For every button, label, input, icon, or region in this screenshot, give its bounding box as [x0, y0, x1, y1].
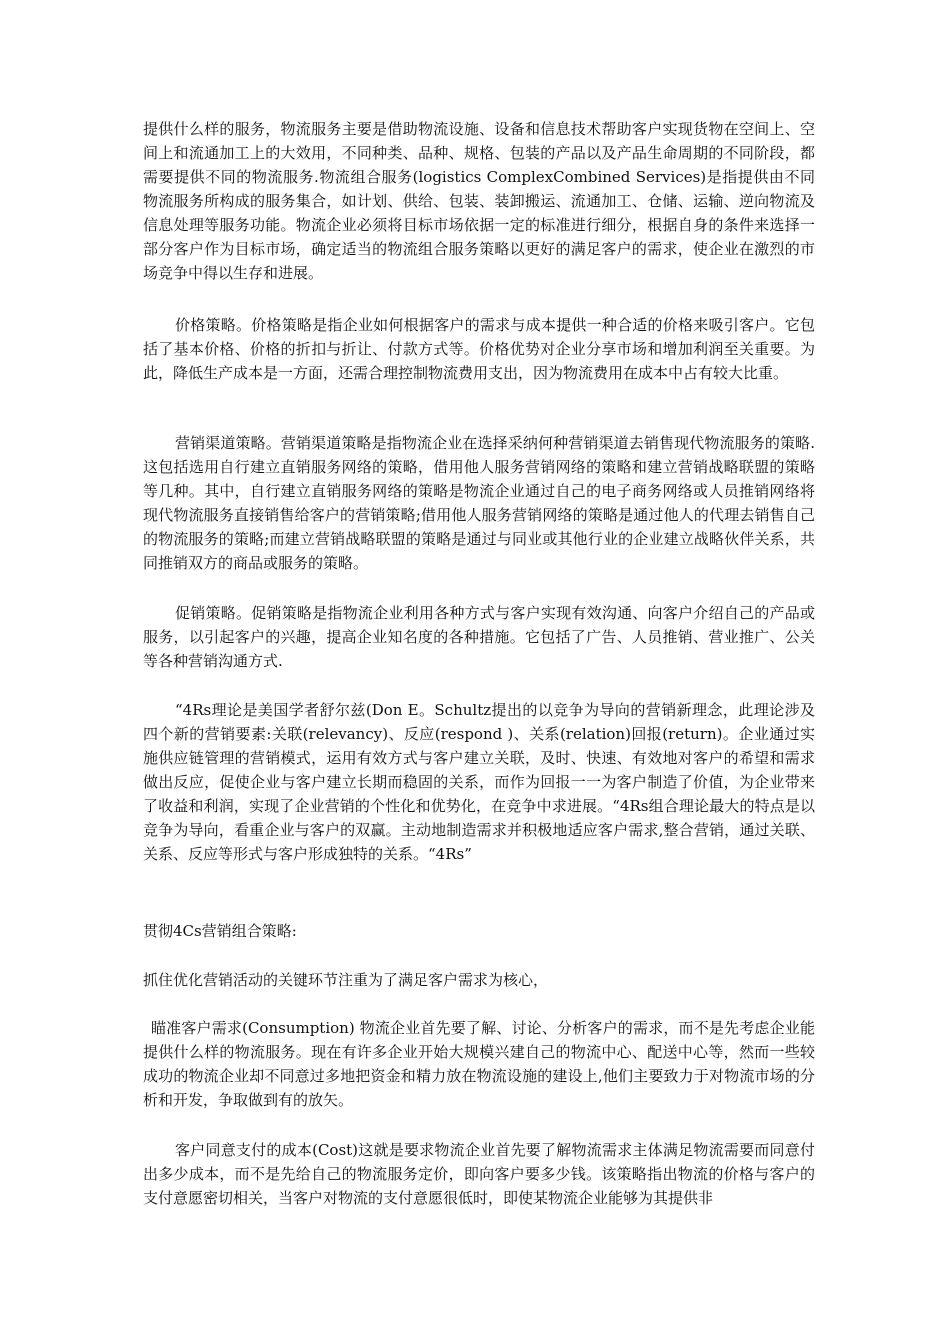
paragraph-promotion-strategy: 促销策略。促销策略是指物流企业利用各种方式与客户实现有效沟通、向客户介绍自己的产品或服务，以引起客户的兴趣，提高企业知名度的各种措施。它包括了广告、人员推销、营业推广、公关等各种营销沟通方式.	[143, 604, 815, 670]
paragraph-consumption: 瞄准客户需求(Consumption) 物流企业首先要了解、讨论、分析客户的需求，而不是先考虑企业能提供什么样的物流服务。现在有许多企业开始大规模兴建自己的物流中心、配送中心等，然而一些较成功的物流企业却不同意过多地把资金和精力放在物流设施的建设上,他们主要致力于对物流市场的分析和开发，争取做到有的放矢。	[143, 1019, 815, 1109]
paragraph-key-link: 抓住优化营销活动的关键环节注重为了满足客户需求为核心，	[143, 971, 549, 989]
paragraph-4rs-theory: “4Rs理论是美国学者舒尔兹(Don E。Schultz提出的以竞争为导向的营销新理念，此理论涉及四个新的营销要素:关联(relevancy)、反应(respond )、关系(relation)回报(return)。企业通过实施供应链管理的营销模式，运用有效方式与客户建立关联，及时、快速、有效地对客户的希望和需求做出反应，促使企业与客户建立长期而稳固的关系，而作为回报一一为客户制造了价值，为企业带来了收益和利润，实现了企业营销的个性化和优势化，在竞争中求进展。“4Rs组合理论最大的特点是以竞争为导向，看重企业与客户的双赢。主动地制造需求并积极地适应客户需求,整合营销，通过关联、关系、反应等形式与客户形成独特的关系。“4Rs”	[143, 701, 815, 863]
paragraph-price-strategy: 价格策略。价格策略是指企业如何根据客户的需求与成本提供一种合适的价格来吸引客户。它包括了基本价格、价格的折扣与折让、付款方式等。价格优势对企业分享市场和增加利润至关重要。为此，降低生产成本是一方面，还需合理控制物流费用支出，因为物流费用在成本中占有较大比重。	[143, 316, 815, 382]
paragraph-logistics-service: 提供什么样的服务，物流服务主要是借助物流设施、设备和信息技术帮助客户实现货物在空间上、空间上和流通加工上的大效用，不同种类、品种、规格、包装的产品以及产品生命周期的不同阶段，都需要提供不同的物流服务.物流组合服务(logistics ComplexCombined Services)是指提供由不同物流服务所构成的服务集合，如计划、供给、包装、装卸搬运、流通加工、仓储、运输、逆向物流及信息处理等服务功能。物流企业必须将目标市场依据一定的标准进行细分，根据自身的条件来选择一部分客户作为目标市场，确定适当的物流组合服务策略以更好的满足客户的需求，使企业在激烈的市场竞争中得以生存和进展。	[143, 120, 815, 282]
paragraph-channel-strategy: 营销渠道策略。营销渠道策略是指物流企业在选择采纳何种营销渠道去销售现代物流服务的策略.这包括选用自行建立直销服务网络的策略，借用他人服务营销网络的策略和建立营销战略联盟的策略等几种。其中，自行建立直销服务网络的策略是物流企业通过自己的电子商务网络或人员推销网络将现代物流服务直接销售给客户的营销策略;借用他人服务营销网络的策略是通过他人的代理去销售自己的物流服务的策略;而建立营销战略联盟的策略是通过与同业或其他行业的企业建立战略伙伴关系，共同推销双方的商品或服务的策略。	[143, 434, 815, 572]
paragraph-cost: 客户同意支付的成本(Cost)这就是要求物流企业首先要了解物流需求主体满足物流需要而同意付出多少成本，而不是先给自己的物流服务定价，即向客户要多少钱。该策略指出物流的价格与客户的支付意愿密切相关，当客户对物流的支付意愿很低时，即使某物流企业能够为其提供非	[143, 1141, 815, 1207]
heading-4cs-strategy: 贯彻4Cs营销组合策略:	[143, 922, 297, 940]
